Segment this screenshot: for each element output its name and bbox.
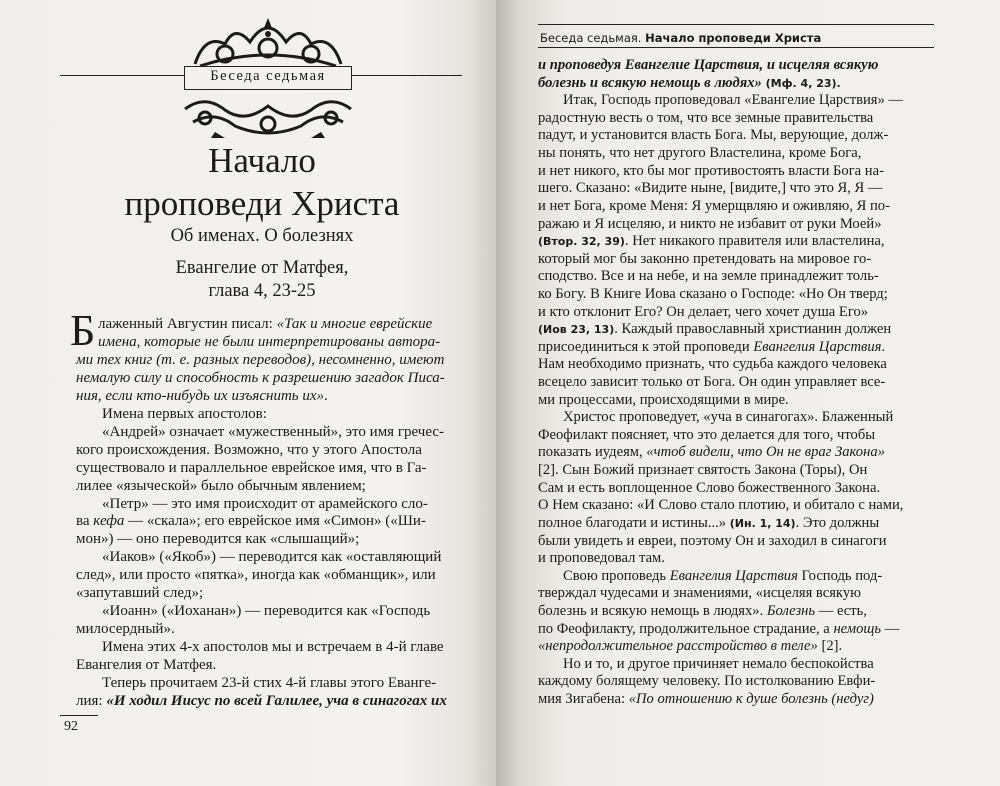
text-line: падут, и установится власть Бога. Мы, верующие, долж-	[538, 127, 889, 144]
running-head-rule	[538, 24, 934, 25]
text-line: и нет никого, кто бы мог противостоять власти Бога на-	[538, 162, 884, 179]
text-line: радостную весть о том, что все земные правительства	[538, 109, 874, 126]
text-line: Свою проповедь Евангелия Царствия Господь под-	[563, 567, 883, 584]
text-line: имена, которые не были интерпретированы автора-	[98, 333, 441, 350]
text-line: [2]. Сын Божий признает святость Закона (Торы), Он	[538, 462, 868, 479]
text-line: показать иудеям, «чтоб видели, что Он не враг Закона»	[538, 444, 885, 461]
running-head: Беседа седьмая. Начало проповеди Христа	[540, 31, 822, 45]
text-line: «Петр» — это имя происходит от арамейского сло-	[102, 495, 428, 512]
text-line: Но и то, и другое причиняет немало беспокойства	[563, 655, 874, 672]
text-line: который мог бы законно претендовать на мировое го-	[538, 250, 872, 267]
text-line: «Иоанн» («Иоханан») — переводится как «Господь	[102, 603, 431, 620]
text-line: по Феофилакту, продолжительное страдание, а немощь —	[538, 620, 900, 637]
text-line: были увидеть и евреи, поэтому Он и заходил в синагоги	[538, 532, 887, 549]
left-page	[0, 0, 496, 786]
text-line: всецело зависит только от Бога. Он один управляет все-	[538, 374, 886, 390]
text-line: ражаю и Я исцеляю, и никто не избавит от руки Моей»	[538, 215, 882, 232]
text-line: присоединиться к этой проповеди Евангелия Царствия.	[538, 338, 886, 355]
text-line: сподство. Все и на небе, и на земле принадлежит толь-	[538, 268, 879, 285]
page-number: 92	[64, 719, 78, 734]
text-line: болезнь и всякую немощь в людях» (Мф. 4, 23).	[538, 74, 841, 91]
text-line: тверждал чудесами и знамениями, «исцеляя всякую	[538, 585, 862, 602]
text-line: Имена первых апостолов:	[102, 405, 267, 422]
text-line: мон») — оно переводится как «слышащий»;	[76, 531, 360, 548]
text-line: и кто отклонит Его? Он делает, чего хочет душа Его»	[538, 303, 869, 320]
text-line: мия Зигабена: «По отношению к душе болезнь (недуг)	[538, 691, 874, 707]
text-line: ния, если кто-нибудь их изъяснить их».	[76, 387, 328, 404]
chapter-title-line-1: Начало	[208, 141, 316, 180]
text-line: и проповедуя Евангелие Царствия, и исцеляя всякую	[538, 57, 879, 73]
text-line: и нет Бога, кроме Меня: Я умерщвляю и оживляю, Я по-	[538, 197, 890, 214]
text-line: Нам необходимо признать, что судьба каждого человека	[538, 356, 887, 373]
right-page	[496, 0, 1000, 786]
text-line: Евангелия от Матфея.	[76, 657, 217, 674]
text-line: болезнь и всякую немощь в людях». Болезнь — есть,	[538, 602, 867, 619]
text-line: Сам и есть воплощенное Слово божественного Закона.	[538, 479, 881, 496]
text-line: ко Богу. В Книге Иова сказано о Господе: «Но Он тверд;	[538, 285, 888, 302]
text-line: лилее «языческой» было обычным явлением;	[76, 477, 366, 494]
right-page-tail	[538, 0, 539, 1]
text-line: лия: «И ходил Иисус по всей Галилее, уча в синагогах их	[76, 693, 447, 709]
text-line: Итак, Господь проповедовал «Евангелие Царствия» —	[563, 92, 904, 109]
text-line: О Нем сказано: «И Слово стало плотию, и обитало с нами,	[538, 497, 904, 514]
text-line: «Иаков» («Якоб») — переводится как «оставляющий	[102, 549, 442, 566]
text-line: «непродолжительное расстройство в теле» [2].	[538, 638, 843, 655]
text-line: (Иов 23, 13). Каждый православный христианин должен	[538, 321, 892, 338]
text-line: милосердный».	[76, 621, 175, 638]
scripture-source-line-2: глава 4, 23-25	[208, 281, 316, 301]
text-line: кого происхождения. Возможно, что у этого Апостола	[76, 441, 422, 458]
text-line: и проповедовал там.	[538, 550, 665, 567]
scripture-source-line-1: Евангелие от Матфея,	[175, 258, 349, 278]
chapter-label: Беседа седьмая	[210, 68, 326, 84]
text-line: Феофилакт поясняет, что это делается для того, чтобы	[538, 426, 876, 443]
text-line: шего. Сказано: «Видите ныне, [видите,] что это Я, Я —	[538, 180, 883, 197]
text-line: Имена этих 4-х апостолов мы и встречаем в 4-й главе	[102, 639, 444, 656]
text-line: существовало и параллельное еврейское имя, что в Га-	[76, 459, 427, 476]
text-line: ны понять, что нет другого Властелина, кроме Бога,	[538, 145, 862, 162]
text-line: ва кефа — «скала»; его еврейское имя «Симон» («Ши-	[76, 513, 426, 530]
drop-cap: Б	[70, 306, 96, 355]
text-line: полное благодати и истины...» (Ин. 1, 14). Это должны	[538, 514, 880, 531]
text-line: Теперь прочитаем 23-й стих 4-й главы этого Еванге-	[102, 675, 437, 692]
text-line: немалую силу и способность к разрешению загадок Писа-	[76, 369, 445, 386]
text-line: Христос проповедует, «уча в синагогах». Блаженный	[563, 409, 894, 426]
text-line: ми тех книг (т. е. разных переводов), несомненно, имеют	[76, 351, 445, 368]
running-head-rule	[538, 47, 934, 48]
text-line: (Втор. 32, 39). Нет никакого правителя или властелина,	[538, 233, 885, 250]
text-line: «запутавший след»;	[76, 585, 204, 602]
chapter-subtitle: Об именах. О болезнях	[170, 226, 354, 246]
text-line: ми процессами, происходящими в мире.	[538, 391, 789, 408]
folio-rule	[60, 715, 98, 716]
text-line: след», или просто «пятка», иногда как «обманщик», или	[76, 567, 436, 584]
text-line: «Андрей» означает «мужественный», это имя гречес-	[102, 423, 444, 440]
chapter-title-line-2: проповеди Христа	[124, 184, 400, 223]
text-line: лаженный Августин писал: «Так и многие еврейские	[98, 316, 433, 332]
text-line: каждому болящему человеку. По истолкованию Евфи-	[538, 673, 876, 690]
